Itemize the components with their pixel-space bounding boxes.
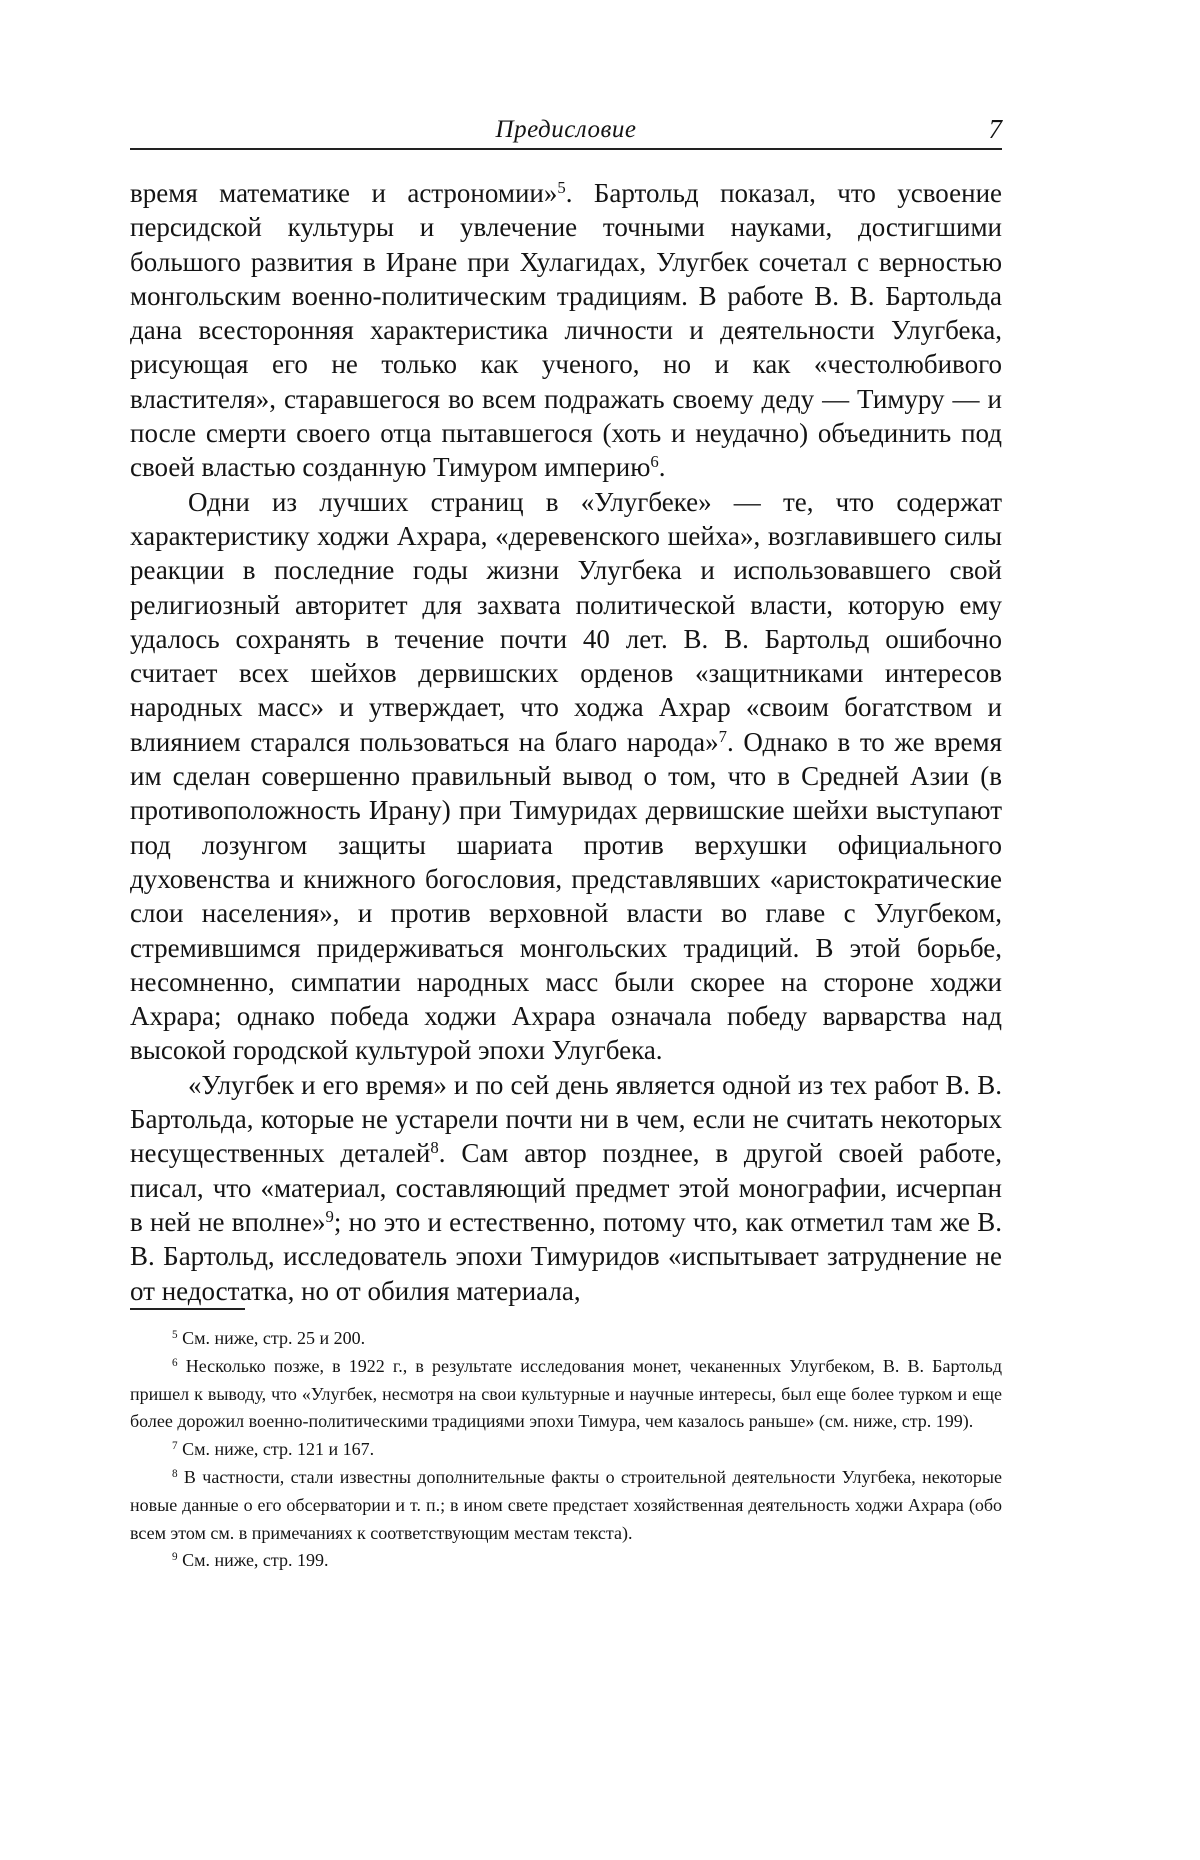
paragraph-text: . Сам автор позднее, в другой своей работе, писал, что «материал, составляющий предмет этой монографии, исчерпан в ней не вполне»: [130, 1138, 1002, 1237]
running-head: [130, 112, 1002, 152]
header-rule: [130, 148, 1002, 150]
footnote-text: Несколько позже, в 1922 г., в результате исследования монет, чеканенных Улугбеком, В. В. Бартольд пришел к выводу, что «Улугбек, несмотря на свои культурные и научные интересы, был еще более турком и еще более дорожил военно-политическими традициями эпохи Тимура, чем казалось раньше» (см. ниже, стр. 199).: [130, 1355, 1002, 1432]
main-text: [130, 176, 1002, 1308]
footnote-ref[interactable]: 7: [718, 726, 728, 746]
footnote-mark: 6: [172, 1356, 178, 1369]
footnote-6: [130, 1353, 1002, 1436]
footnote-mark: 5: [172, 1328, 178, 1341]
page-number: 7: [988, 114, 1002, 144]
footnote-mark: 8: [172, 1467, 178, 1480]
footnote-ref[interactable]: 8: [430, 1138, 439, 1158]
paragraph-text: Одни из лучших страниц в «Улугбеке» — те, что содержат характеристику ходжи Ахрара, «деревенского шейха», возглавившего силы реакции в последние годы жизни Улугбека и использовавшего свой религиозный авторитет для захвата политической власти, которую ему удалось сохранять в течение почти 40 лет. В. В. Бартольд ошибочно считает всех шейхов дервишских орденов «защитниками интересов народных масс» и утверждает, что ходжа Ахрар «своим богатством и влиянием старался пользоваться на благо народа»: [130, 486, 1002, 757]
footnotes: [130, 1325, 1002, 1575]
footnote-text: В частности, стали известны дополнительные факты о строительной деятельности Улугбека, некоторые новые данные о его обсерватории и т. п.; в ином свете предстает хозяйственная деятельность ходжи Ахрара (обо всем этом см. в примечаниях к соответствующим местам текста).: [130, 1466, 1002, 1543]
paragraph-text: .: [658, 452, 666, 483]
footnote-ref[interactable]: 9: [325, 1206, 334, 1226]
footnote-text: См. ниже, стр. 121 и 167.: [177, 1439, 375, 1460]
paragraph-1: [130, 176, 1002, 485]
footnote-rule: [130, 1308, 245, 1310]
footnote-9: [130, 1547, 1002, 1575]
footnote-ref[interactable]: 5: [557, 177, 566, 197]
paragraph-2: [130, 485, 1002, 1068]
footnote-mark: 7: [172, 1440, 178, 1453]
paragraph-text: . Бартольд показал, что усвоение персидской культуры и увлечение точными науками, достигшими большого развития в Иране при Хулагидах, Улугбек сочетал с верностью монгольским военно-политическим традициям. В работе В. В. Бартольда дана всесторонняя характеристика личности и деятельности Улугбека, рисующая его не только как ученого, но и как «честолюбивого властителя», старавшегося во всем подражать своему деду — Тимуру — и после смерти своего отца пытавшегося (хоть и неудачно) объединить под своей властью созданную Тимуром империю: [130, 178, 1002, 483]
running-title: Предисловие: [495, 116, 637, 143]
footnote-ref[interactable]: 6: [650, 452, 659, 472]
footnote-5: [130, 1325, 1002, 1353]
paragraph-text: «Улугбек и его время» и по сей день является одной из тех работ В. В. Бартольда, которые не устарели почти ни в чем, если не считать некоторых несущественных деталей: [130, 1069, 1002, 1169]
paragraph-text: ; но это и естественно, потому что, как отметил там же В. В. Бартольд, исследователь эпохи Тимуридов «испытывает затруднение не от недостатка, но от обилия материала,: [130, 1206, 1003, 1306]
footnote-8: [130, 1464, 1002, 1547]
paragraph-3: [130, 1068, 1002, 1308]
footnote-7: [130, 1436, 1002, 1464]
footnote-text: См. ниже, стр. 25 и 200.: [177, 1328, 366, 1348]
paragraph-text: время математике и астрономии»: [130, 178, 558, 208]
footnote-mark: 9: [172, 1551, 178, 1564]
paragraph-text: . Однако в то же время им сделан совершенно правильный вывод о том, что в Средней Азии (в противоположность Ирану) при Тимуридах дервишские шейхи выступают под лозунгом защиты шариата против верхушки официального духовенства и книжного богословия, представлявших «аристократические слои населения», и против верховной власти во главе с Улугбеком, стремившимся придерживаться монгольских традиций. В этой борьбе, несомненно, симпатии народных масс были скорее на стороне ходжи Ахрара; однако победа ходжи Ахрара означала победу варварства над высокой городской культурой эпохи Улугбека.: [130, 726, 1002, 1066]
footnote-text: См. ниже, стр. 199.: [177, 1550, 329, 1571]
